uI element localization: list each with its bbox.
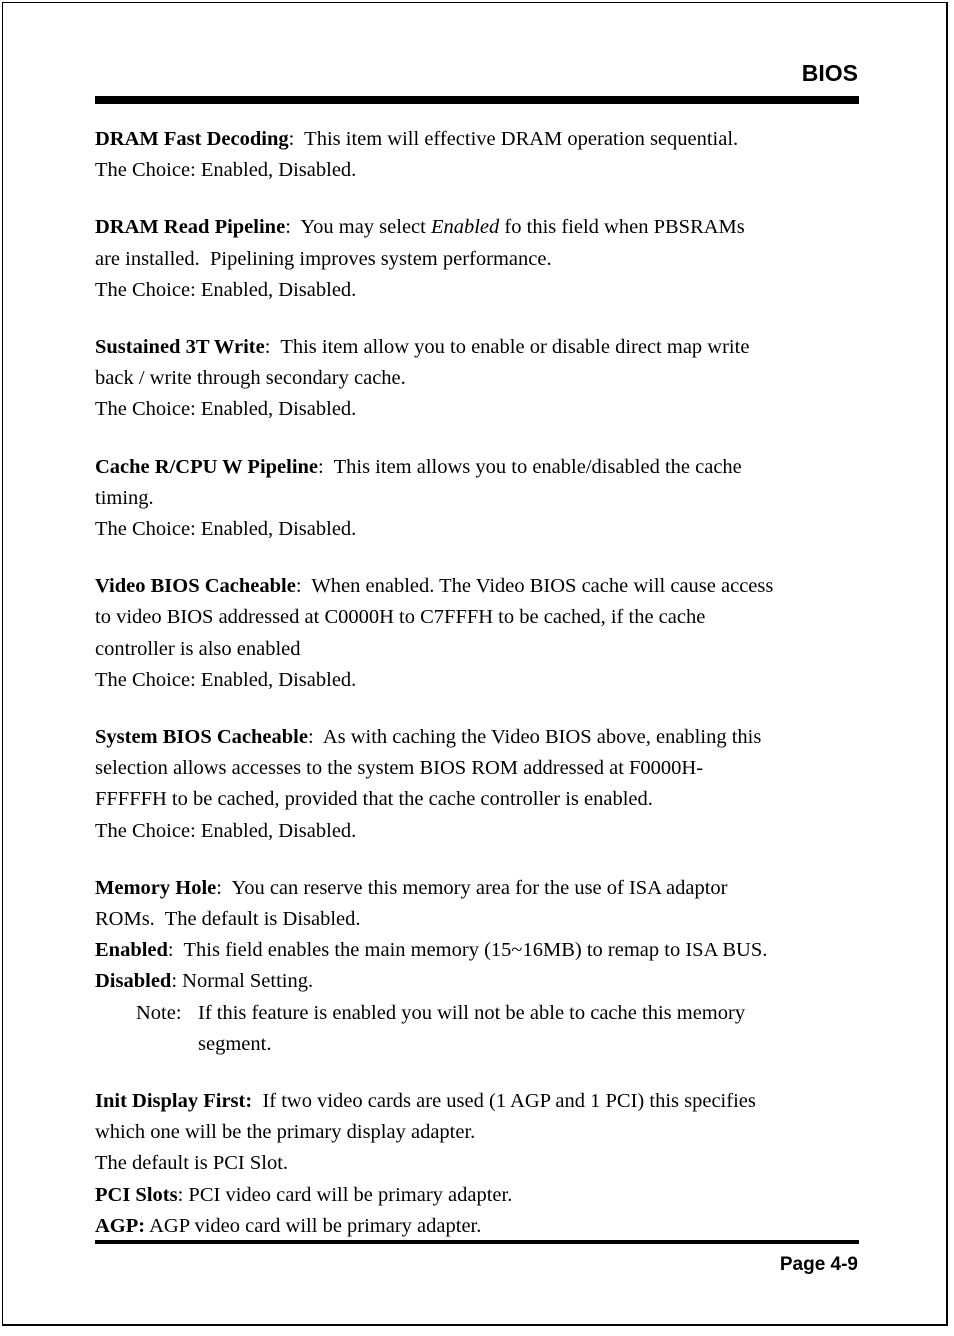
note-text: segment. — [198, 1032, 272, 1055]
footer-rule — [95, 1240, 859, 1244]
term-sustained-3t-write: Sustained 3T Write — [95, 336, 265, 359]
description: You can reserve this memory area for the use of ISA adaptor — [231, 876, 728, 899]
choice-line: The Choice: Enabled, Disabled. — [95, 518, 357, 541]
choice-line: The Choice: Enabled, Disabled. — [95, 159, 357, 182]
description: This field enables the main memory (15~16MB) to remap to ISA BUS. — [183, 939, 768, 962]
section-dram-read-pipeline: DRAM Read Pipeline: You may select Enabled fo this field when PBSRAMs are installed. Pipelining improves system performance. The Choice: Enabled, Disabled. — [95, 212, 865, 306]
choice-line: The Choice: Enabled, Disabled. — [95, 668, 357, 691]
section-dram-fast-decoding: DRAM Fast Decoding: This item will effective DRAM operation sequential. The Choice: Enabled, Disabled. — [95, 124, 865, 186]
header-rule — [95, 96, 859, 104]
description: which one will be the primary display adapter. — [95, 1121, 476, 1144]
term-dram-fast-decoding: DRAM Fast Decoding — [95, 128, 289, 150]
term-system-bios-cacheable: System BIOS Cacheable — [95, 726, 308, 749]
note-text: If this feature is enabled you will not be able to cache this memory — [198, 1001, 746, 1024]
choice-line: The Choice: Enabled, Disabled. — [95, 398, 357, 421]
section-sustained-3t-write: Sustained 3T Write: This item allow you to enable or disable direct map write back / write through secondary cache. The Choice: Enabled, Disabled. — [95, 332, 865, 426]
section-cache-pipeline: Cache R/CPU W Pipeline: This item allows you to enable/disabled the cache timing. The Choice: Enabled, Disabled. — [95, 452, 865, 546]
description: to video BIOS addressed at C0000H to C7FFFH to be cached, if the cache — [95, 606, 706, 629]
description: back / write through secondary cache. — [95, 367, 406, 390]
note-label: Note: — [136, 1001, 182, 1024]
description: AGP video card will be primary adapter. — [145, 1214, 482, 1237]
term-video-bios-cacheable: Video BIOS Cacheable — [95, 575, 296, 598]
description: are installed. Pipelining improves system performance. — [95, 247, 552, 270]
choice-line: The Choice: Enabled, Disabled. — [95, 819, 357, 842]
description: This item allow you to enable or disable direct map write — [280, 336, 750, 359]
emphasis-enabled: Enabled — [430, 216, 500, 239]
description: This item will effective DRAM operation sequential. — [304, 128, 739, 150]
description: The default is PCI Slot. — [95, 1152, 289, 1175]
description: timing. — [95, 486, 154, 509]
description: : PCI video card will be primary adapter. — [177, 1183, 513, 1206]
term-cache-pipeline: Cache R/CPU W Pipeline — [95, 455, 319, 478]
section-video-bios-cacheable: Video BIOS Cacheable: When enabled. The Video BIOS cache will cause access to video BIOS addressed at C0000H to C7FFFH to be cached, if the cache controller is also enabled The Choice: Enabled, Disabled. — [95, 571, 865, 696]
section-init-display-first — [95, 1086, 865, 1242]
term-pci-slots: PCI Slots — [95, 1183, 178, 1206]
term-agp: AGP: — [95, 1214, 146, 1237]
description: controller is also enabled — [95, 637, 301, 660]
term-memory-hole: Memory Hole — [95, 876, 217, 899]
choice-line: The Choice: Enabled, Disabled. — [95, 278, 357, 301]
term-enabled: Enabled — [95, 939, 168, 962]
description: When enabled. The Video BIOS cache will cause access — [311, 575, 774, 598]
term-dram-read-pipeline: DRAM Read Pipeline — [95, 216, 286, 239]
page-body — [95, 124, 865, 1242]
note — [95, 998, 865, 1029]
description: As with caching the Video BIOS above, enabling this — [322, 726, 762, 749]
term-disabled: Disabled — [95, 970, 172, 993]
description: : Normal Setting. — [171, 970, 314, 993]
section-memory-hole: Memory Hole: You can reserve this memory area for the use of ISA adaptor ROMs. The default is Disabled. Enabled: This field enables the main memory (15~16MB) to remap to ISA BUS. Disabled: Normal Setting. Note: If this feature is enabled you will not be able to cache this memory segment. — [95, 873, 865, 1060]
term-init-display-first: Init Display First: — [95, 1090, 253, 1113]
description: ROMs. The default is Disabled. — [95, 908, 361, 931]
description: selection allows accesses to the system BIOS ROM addressed at F0000H- — [95, 757, 704, 780]
section-system-bios-cacheable: System BIOS Cacheable: As with caching the Video BIOS above, enabling this selection allows accesses to the system BIOS ROM addressed at F0000H- FFFFFH to be cached, provided that the cache controller is enabled. The Choice: Enabled, Disabled. — [95, 722, 865, 847]
description: FFFFFH to be cached, provided that the cache controller is enabled. — [95, 788, 653, 811]
description: This item allows you to enable/disabled the cache — [333, 455, 742, 478]
description: If two video cards are used (1 AGP and 1 PCI) this specifies — [252, 1090, 756, 1113]
page-number: Page 4-9 — [779, 1254, 858, 1275]
page-header-title: BIOS — [801, 60, 858, 86]
